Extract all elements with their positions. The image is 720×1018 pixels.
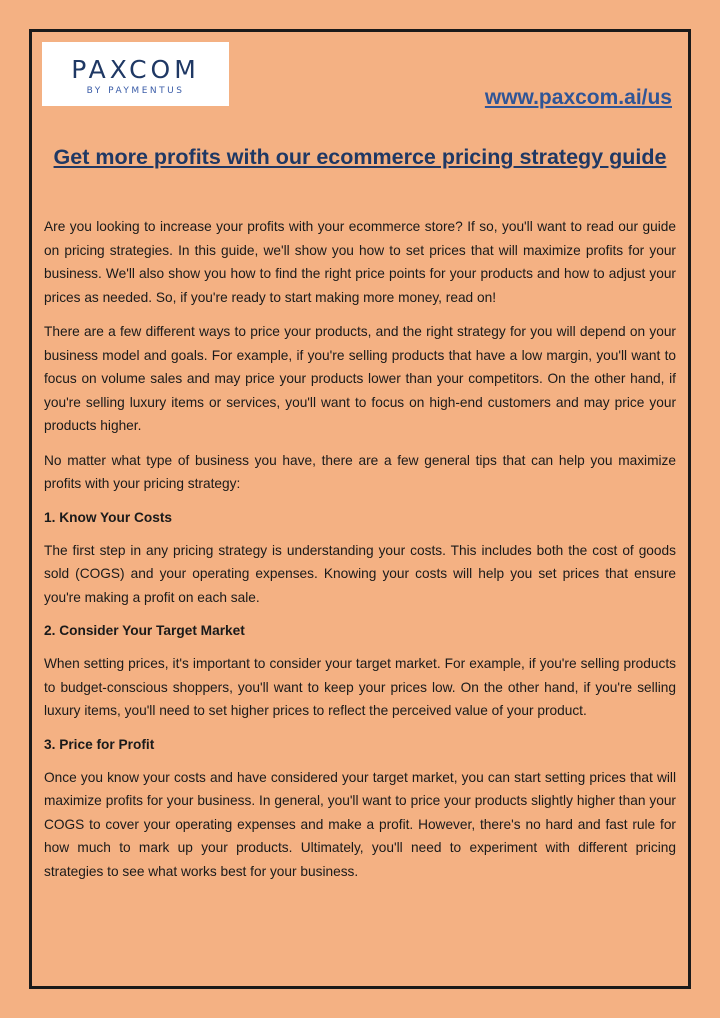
section-heading: 2. Consider Your Target Market: [44, 623, 245, 638]
intro-paragraph: Are you looking to increase your profits with your ecommerce store? If so, you'll want to read our guide on pricing strategies. In this guide, we'll show you how to set prices that will maximize profits for your business. We'll also show you how to find the right price points for your products and how to adjust your prices as needed. So, if you're ready to start making more money, read on!: [44, 219, 676, 305]
section-heading: 3. Price for Profit: [44, 736, 155, 752]
website-link[interactable]: www.paxcom.ai/us: [484, 86, 672, 109]
section-paragraph: Once you know your costs and have considered your target market, you can start setting prices that will maximize profits for your business. In general, you'll want to price your products slightly higher than your COGS to cover your operating expenses and make a profit. However, there's no hard and fast rule for how much to mark up your products. Ultimately, you'll need to experiment with different pricing strategies to see what works best for your business.: [44, 769, 676, 879]
section-paragraph: When setting prices, it's important to consider your target market. For example, if you're selling products to budget-conscious shoppers, you'll want to keep your prices low. On the other hand, if you're selling luxury items, you'll need to set higher prices to reflect the perceived value of your product.: [44, 656, 676, 718]
intro-paragraph: There are a few different ways to price your products, and the right strategy for you will depend on your business model and goals. For example, if you're selling products that have a low margin, you'll want to focus on volume sales and may price your products lower than your competitors. On the other hand, if you're selling luxury items or services, you'll want to focus on high-end customers and may price your products higher.: [44, 324, 676, 433]
logo-tagline: BY PAYMENTUS: [86, 86, 185, 96]
intro-paragraph: No matter what type of business you have, there are a few general tips that can help you maximize profits with your pricing strategy:: [44, 452, 676, 491]
paxcom-logo: [42, 42, 229, 106]
logo-wordmark: PAXCOM: [71, 55, 200, 84]
page-title: Get more profits with our ecommerce pricing strategy guide: [53, 145, 667, 169]
section-paragraph: The first step in any pricing strategy is understanding your costs. This includes both the cost of goods sold (COGS) and your operating expenses. Knowing your costs will help you set prices that ensure you're making a profit on each sale.: [44, 542, 676, 605]
article-body: [44, 215, 676, 894]
section-heading: 1. Know Your Costs: [44, 509, 173, 525]
